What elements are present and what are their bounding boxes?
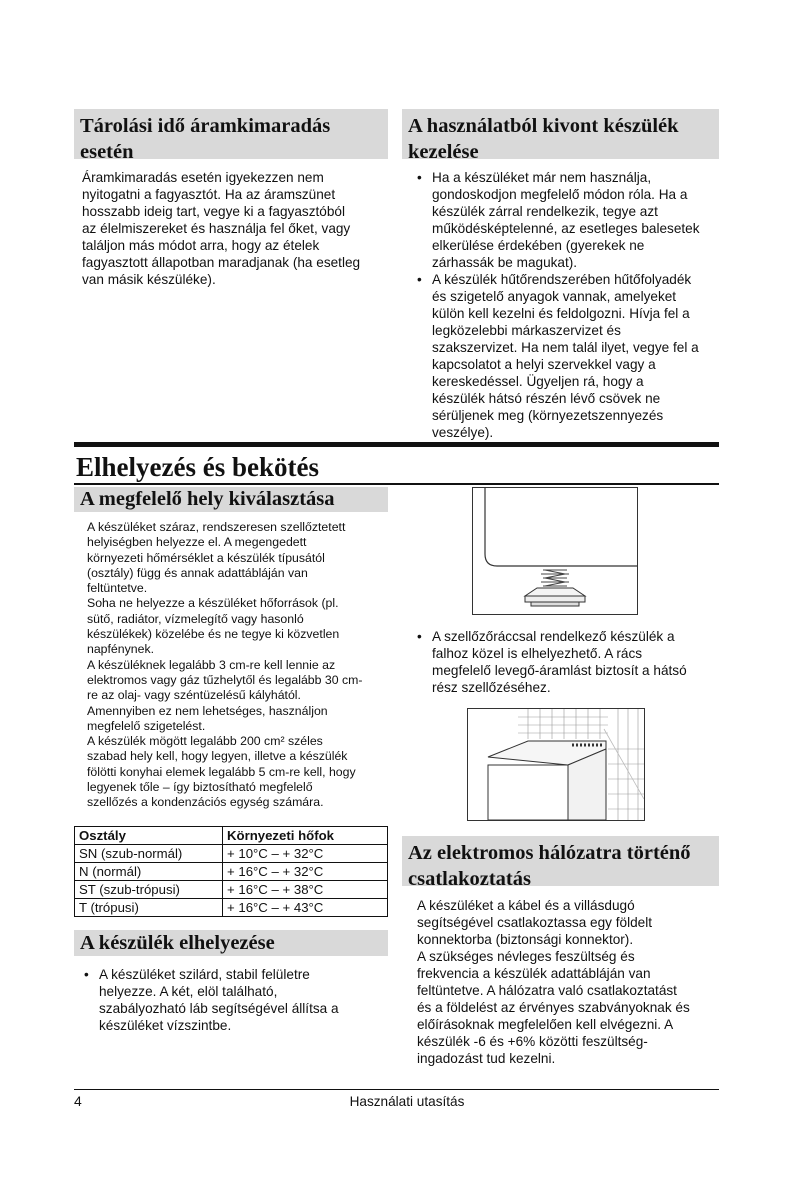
table-cell: N (normál): [75, 863, 223, 881]
text-line: • Ha a készüléket már nem használja,: [432, 170, 652, 185]
text-line: megfelelő szigetelést.: [87, 718, 206, 733]
table-row: [75, 881, 388, 899]
disposal-list: [415, 169, 725, 441]
table-cell: ST (szub-trópusi): [75, 881, 223, 899]
text-line: A készülék mögött legalább 200 cm² széles: [87, 734, 323, 749]
text-line: feltüntetve.: [87, 581, 148, 596]
text-line: re az olaj- vagy széntüzelésű kályhától.: [87, 688, 301, 703]
text-line: sütő, radiátor, vízmelegítő vagy hasonló: [87, 611, 304, 626]
disposal-heading: [402, 109, 719, 163]
electrical-heading-line2: csatlakoztatás: [408, 868, 531, 890]
location-body: [87, 520, 387, 811]
text-line: készülék -6 és +6% közötti feszültség-: [417, 1034, 648, 1049]
text-line: szabályozható láb segítségével állítsa a: [99, 1001, 339, 1016]
text-line: és szigetelő anyagok vannak, amelyeket: [432, 289, 677, 304]
climate-class-table: [74, 826, 388, 917]
storage-heading: [74, 109, 388, 163]
adjustable-foot-illustration: [473, 488, 637, 614]
text-line: kapcsolatot a helyi szervekkel vagy a: [432, 357, 656, 372]
table-cell: + 10°C – + 32°C: [223, 845, 388, 863]
fridge-wall-figure: [467, 708, 645, 821]
text-line: nyitogatni a fagyasztót. Ha az áramszünet: [82, 187, 336, 202]
text-line: A készüléket száraz, rendszeresen szellőztetett: [87, 520, 346, 534]
table-cell: SN (szub-normál): [75, 845, 223, 863]
text-line: (osztály) függ és annak adattábláján van: [87, 565, 308, 580]
text-line: fagyasztott állapotban maradjanak (ha esetleg: [82, 255, 361, 270]
list-item: [415, 628, 725, 696]
text-line: feltüntetve. A hálózatra való csatlakoztatást: [417, 983, 677, 998]
footer-rule: [74, 1089, 719, 1090]
electrical-heading-line1: Az elektromos hálózatra történő: [408, 842, 691, 864]
text-line: elkerülése érdekében (gyerekek ne: [432, 238, 645, 253]
table-header-cell: Környezeti hőfok: [223, 827, 388, 845]
text-line: szakszervizet. Ha nem talál ilyet, vegye fel a: [432, 340, 699, 355]
text-line: készülékek) közelébe és ne tegye ki közvetlen: [87, 627, 340, 642]
disposal-heading-line2: kezelése: [408, 141, 479, 163]
text-line: falhoz közel is elhelyezhető. A rács: [432, 646, 643, 661]
storage-heading-line2: esetén: [80, 141, 134, 163]
text-line: A készüléknek legalább 3 cm-re kell lennie az: [87, 657, 336, 672]
section-top-rule: [74, 442, 719, 447]
table-row: [75, 899, 388, 917]
text-line: szabad hely kell, hogy legyen, illetve a készülék: [87, 749, 348, 764]
adjustable-foot-figure: [472, 487, 638, 615]
text-line: környezeti hőmérséklet a készülék típusától: [87, 550, 325, 565]
text-line: szellőzés a kondenzációs egység számára.: [87, 795, 324, 810]
text-line: és a földelést az érvényes szabványoknak és: [417, 1000, 690, 1015]
text-line: megfelelő levegő-áramlást biztosít a hátsó: [432, 663, 687, 678]
text-line: helyiségben helyezze el. A megengedett: [87, 535, 307, 550]
text-line: az élelmiszereket és használja fel őket, vagy: [82, 221, 351, 236]
text-line: napfénynek.: [87, 642, 155, 657]
text-line: külön kell kezelni és feldolgozni. Hívja fel a: [432, 306, 690, 321]
page-number: 4: [74, 1093, 82, 1109]
text-line: készülék zárral rendelkezik, tegye azt: [432, 204, 658, 219]
placement-list: [82, 966, 388, 1034]
text-line: készüléket vízszintbe.: [99, 1018, 232, 1033]
storage-heading-line1: Tárolási idő áramkimaradás: [80, 115, 331, 137]
text-line: helyezze. A két, elöl található,: [99, 984, 278, 999]
text-line: • A készüléket szilárd, stabil felületre: [99, 967, 310, 982]
text-line: rész szellőzéséhez.: [432, 680, 551, 695]
text-line: legközelebbi márkaszervizet és: [432, 323, 621, 338]
text-line: legyenek tőle – így biztosítható megfelelő: [87, 780, 313, 795]
text-line: zárhassák be magukat).: [432, 255, 578, 270]
disposal-heading-line1: A használatból kivont készülék: [408, 115, 679, 137]
ventilation-list: [415, 628, 725, 696]
text-line: konnektorba (biztonsági konnektor).: [417, 932, 634, 947]
footer-title: Használati utasítás: [349, 1094, 465, 1109]
text-line: sérüljenek meg (környezetszennyezés: [432, 408, 664, 423]
text-line: működésképtelenné, az esetleges balesetek: [432, 221, 700, 236]
table-header-cell: Osztály: [75, 827, 223, 845]
text-line: Soha ne helyezze a készüléket hőforrások (pl.: [87, 596, 339, 611]
fridge-near-wall-illustration: [468, 709, 644, 820]
text-line: gondoskodjon megfelelő módon róla. Ha a: [432, 187, 688, 202]
text-line: Áramkimaradás esetén igyekezzen nem: [82, 170, 324, 185]
electrical-body: [417, 897, 722, 1067]
text-line: • A szellőzőráccsal rendelkező készülék a: [432, 629, 675, 644]
table-cell: T (trópusi): [75, 899, 223, 917]
table-cell: + 16°C – + 32°C: [223, 863, 388, 881]
text-line: fölötti konyhai elemek legalább 5 cm-re kell, hogy: [87, 764, 356, 779]
text-line: készülék hátsó részén lévő csövek ne: [432, 391, 661, 406]
section-bottom-rule: [74, 483, 719, 485]
text-line: elektromos vagy gáz tűzhelytől és legalább 30 cm-: [87, 672, 363, 687]
text-line: veszélye).: [432, 425, 494, 440]
text-line: találjon más módot arra, hogy az ételek: [82, 238, 320, 253]
storage-body: [82, 169, 388, 288]
text-line: A készüléket a kábel és a villásdugó: [417, 898, 635, 913]
electrical-heading: [402, 836, 719, 890]
list-item: [415, 169, 725, 271]
text-line: • A készülék hűtőrendszerében hűtőfolyadék: [432, 272, 692, 287]
text-line: kereskedéssel. Ügyeljen rá, hogy a: [432, 374, 644, 389]
list-item: [415, 271, 725, 441]
table-row: [75, 863, 388, 881]
text-line: A szükséges névleges feszültség és: [417, 949, 635, 964]
table-cell: + 16°C – + 38°C: [223, 881, 388, 899]
text-line: ingadozást tud kezelni.: [417, 1051, 556, 1066]
text-line: hosszabb ideig tart, vegye ki a fagyasztóból: [82, 204, 345, 219]
table-header-row: [75, 827, 388, 845]
table-row: [75, 845, 388, 863]
table-cell: + 16°C – + 43°C: [223, 899, 388, 917]
location-heading: A megfelelő hely kiválasztása: [74, 487, 388, 512]
list-item: [82, 966, 388, 1034]
text-line: frekvencia a készülék adattábláján van: [417, 966, 651, 981]
text-line: segítségével csatlakoztassa egy földelt: [417, 915, 653, 930]
text-line: Amennyiben ez nem lehetséges, használjon: [87, 703, 328, 718]
section-title: Elhelyezés és bekötés: [76, 452, 319, 482]
placement-heading: A készülék elhelyezése: [74, 930, 388, 956]
text-line: előírásoknak megfelelően kell elvégezni. A: [417, 1017, 674, 1032]
text-line: van másik készüléke).: [82, 272, 216, 287]
